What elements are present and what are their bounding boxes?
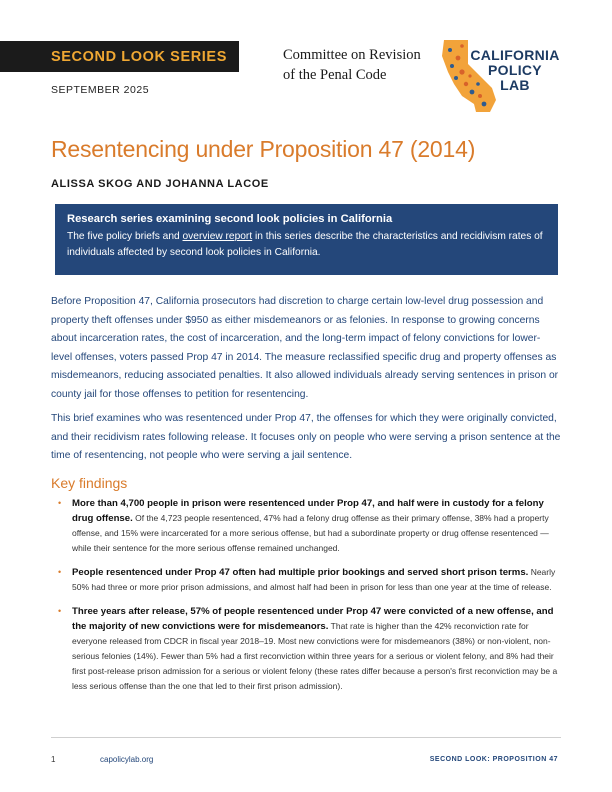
key-findings-list — [58, 496, 560, 703]
finding-lead: Three years after release, 57% of people resentenced under Prop 47 were convicted of a new offense, and the majority of new convictions were for misdemeanors. — [72, 606, 554, 632]
key-finding-item — [58, 496, 560, 556]
footer-divider — [51, 737, 561, 738]
intro-paragraph-1: Before Proposition 47, California prosecutors had discretion to charge certain low-level drug possession and property theft offenses under $950 as either misdemeanors or as felonies. In response to growing concerns about incarceration rates, the cost of incarceration, and the long-term impact of felony convictions for lower-level offenses, voters passed Prop 47 in 2014. The measure reclassified specific drug and property offenses as misdemeanors, reducing associated penalties. It also allowed individuals already serving sentences in prison or county jail for those offenses to petition for resentencing. — [51, 296, 559, 400]
finding-lead: More than 4,700 people in prison were resentenced under Prop 47, and half were in custody for a felony drug offense. — [72, 498, 544, 524]
series-box-text — [67, 229, 546, 261]
logo-line-2: POLICY — [488, 62, 542, 78]
series-box-heading: Research series examining second look policies in California — [67, 213, 393, 225]
bullet-icon: • — [58, 567, 62, 577]
series-box-text-start: The five policy briefs and — [67, 231, 183, 242]
committee-line-2: of the Penal Code — [283, 67, 387, 83]
series-banner — [0, 41, 239, 72]
finding-lead: People resentenced under Prop 47 often had multiple prior bookings and served short prison terms. — [72, 567, 529, 578]
publication-date: SEPTEMBER 2025 — [51, 84, 150, 96]
bullet-icon: • — [58, 498, 62, 508]
page-number: 1 — [51, 755, 56, 764]
california-policy-lab-logo — [470, 48, 560, 93]
finding-body: That rate is higher than the 42% reconviction rate for everyone released from CDCR in fiscal year 2018–19. Most new convictions were for misdemeanors (38%) or non-violent, non-serious felonies (14%). Fewer than 5% had a first reconviction within three years for a serious or violent felony, and 8% had their first post-release prison admission for a serious or violent felony (these rates differ because a person's first reconviction may be a less serious offense than the one that led to their first prison admission). — [72, 621, 558, 691]
committee-line-1: Committee on Revision — [283, 47, 421, 63]
footer-website-link[interactable]: capolicylab.org — [100, 755, 154, 764]
authors: ALISSA SKOG AND JOHANNA LACOE — [51, 178, 269, 190]
series-box-text-end: in this series describe the characteristics and recidivism rates of individuals affected by second look policies in California. — [67, 231, 543, 258]
series-label: SECOND LOOK SERIES — [51, 48, 227, 65]
overview-report-link[interactable]: overview report — [182, 231, 253, 242]
finding-body: Of the 4,723 people resentenced, 47% had a felony drug offense as their primary offense, 38% had a property offense, and 15% were incarcerated for a more serious offense, but had a subordinate property or drug offense resentenced — while their sentence for the more serious offense remained unchanged. — [72, 513, 549, 553]
key-finding-item — [58, 604, 560, 694]
series-info-box — [55, 204, 558, 275]
intro-paragraph-2: This brief examines who was resentenced under Prop 47, the offenses for which they were originally convicted, and their recidivism rates following release. It focuses only on people who were serving a prison sentence at the time of resentencing, not people who were serving a jail sentence. — [51, 413, 561, 461]
footer-running-title: SECOND LOOK: PROPOSITION 47 — [429, 756, 558, 763]
key-findings-heading: Key findings — [51, 475, 128, 491]
logo-line-1: CALIFORNIA — [470, 47, 560, 63]
bullet-icon: • — [58, 606, 62, 616]
committee-name — [283, 45, 421, 85]
page-title: Resentencing under Proposition 47 (2014) — [51, 136, 476, 162]
logo-line-3: LAB — [500, 77, 530, 93]
key-finding-item — [58, 565, 560, 595]
finding-body: Nearly 50% had three or more prior prison admissions, and almost half had been in prison for less than one year at the time of release. — [72, 567, 556, 592]
